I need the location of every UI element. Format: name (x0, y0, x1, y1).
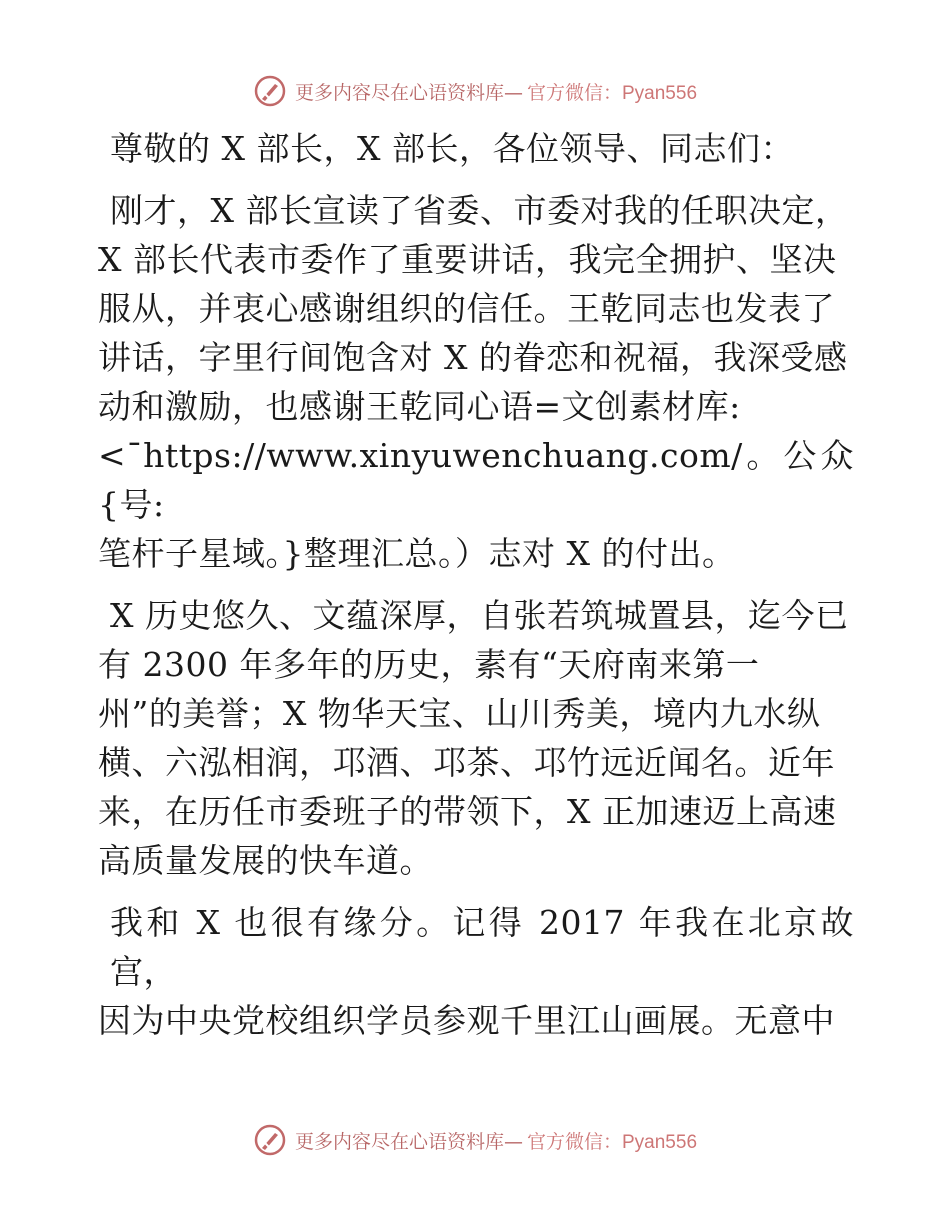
text-line: 刚才，X 部长宣读了省委、市委对我的任职决定， (110, 191, 849, 230)
banner-wechat-text: 官方微信：Pyan556 (527, 82, 698, 104)
text-line: X 部长代表市委作了重要讲话，我完全拥护、坚决 (98, 240, 837, 279)
text-line: 我和 X 也很有缘分。记得 2017 年我在北京故宫， (110, 903, 854, 991)
banner-main-text: 更多内容尽在心语资料库— (294, 81, 523, 104)
quill-pen-circle-icon (253, 74, 287, 108)
paragraph-history (98, 591, 854, 885)
footer-watermark-banner (0, 1120, 950, 1160)
text-line: 横、六泓相润，邛酒、邛茶、邛竹远近闻名。近年 (98, 743, 835, 782)
document-body (98, 124, 854, 1045)
text-line: <¯https://www.xinyuwenchuang.com/。公众{号: (98, 436, 854, 524)
text-line: 来，在历任市委班子的带领下，X 正加速迈上高速 (98, 792, 837, 831)
text-line: 高质量发展的快车道。 (98, 841, 433, 880)
text-line: 讲话，字里行间饱含对 X 的眷恋和祝福，我深受感 (98, 338, 848, 377)
salutation-paragraph (98, 124, 854, 173)
text-line: 州”的美誉；X 物华天宝、山川秀美，境内九水纵 (98, 694, 821, 733)
header-watermark-banner (0, 71, 950, 111)
text-line: 尊敬的 X 部长，X 部长，各位领导、同志们： (110, 129, 794, 168)
text-line: 有 2300 年多年的历史，素有“天府南来第一 (98, 645, 760, 684)
text-line: X 历史悠久、文蕴深厚，自张若筑城置县，迄今已 (110, 596, 849, 635)
banner-wechat-text: 官方微信：Pyan556 (527, 1131, 698, 1153)
text-line: 服从，并衷心感谢组织的信任。王乾同志也发表了 (98, 289, 835, 328)
text-line: 笔杆子星域。}整理汇总。）志对 X 的付出。 (98, 534, 736, 573)
paragraph-appointment (98, 186, 854, 578)
paragraph-connection (98, 898, 854, 1045)
text-line: 因为中央党校组织学员参观千里江山画展。无意中 (98, 1001, 835, 1040)
banner-main-text: 更多内容尽在心语资料库— (294, 1130, 523, 1153)
quill-pen-circle-icon (253, 1123, 287, 1157)
text-line: 动和激励，也感谢王乾同心语=文创素材库: (98, 387, 741, 426)
